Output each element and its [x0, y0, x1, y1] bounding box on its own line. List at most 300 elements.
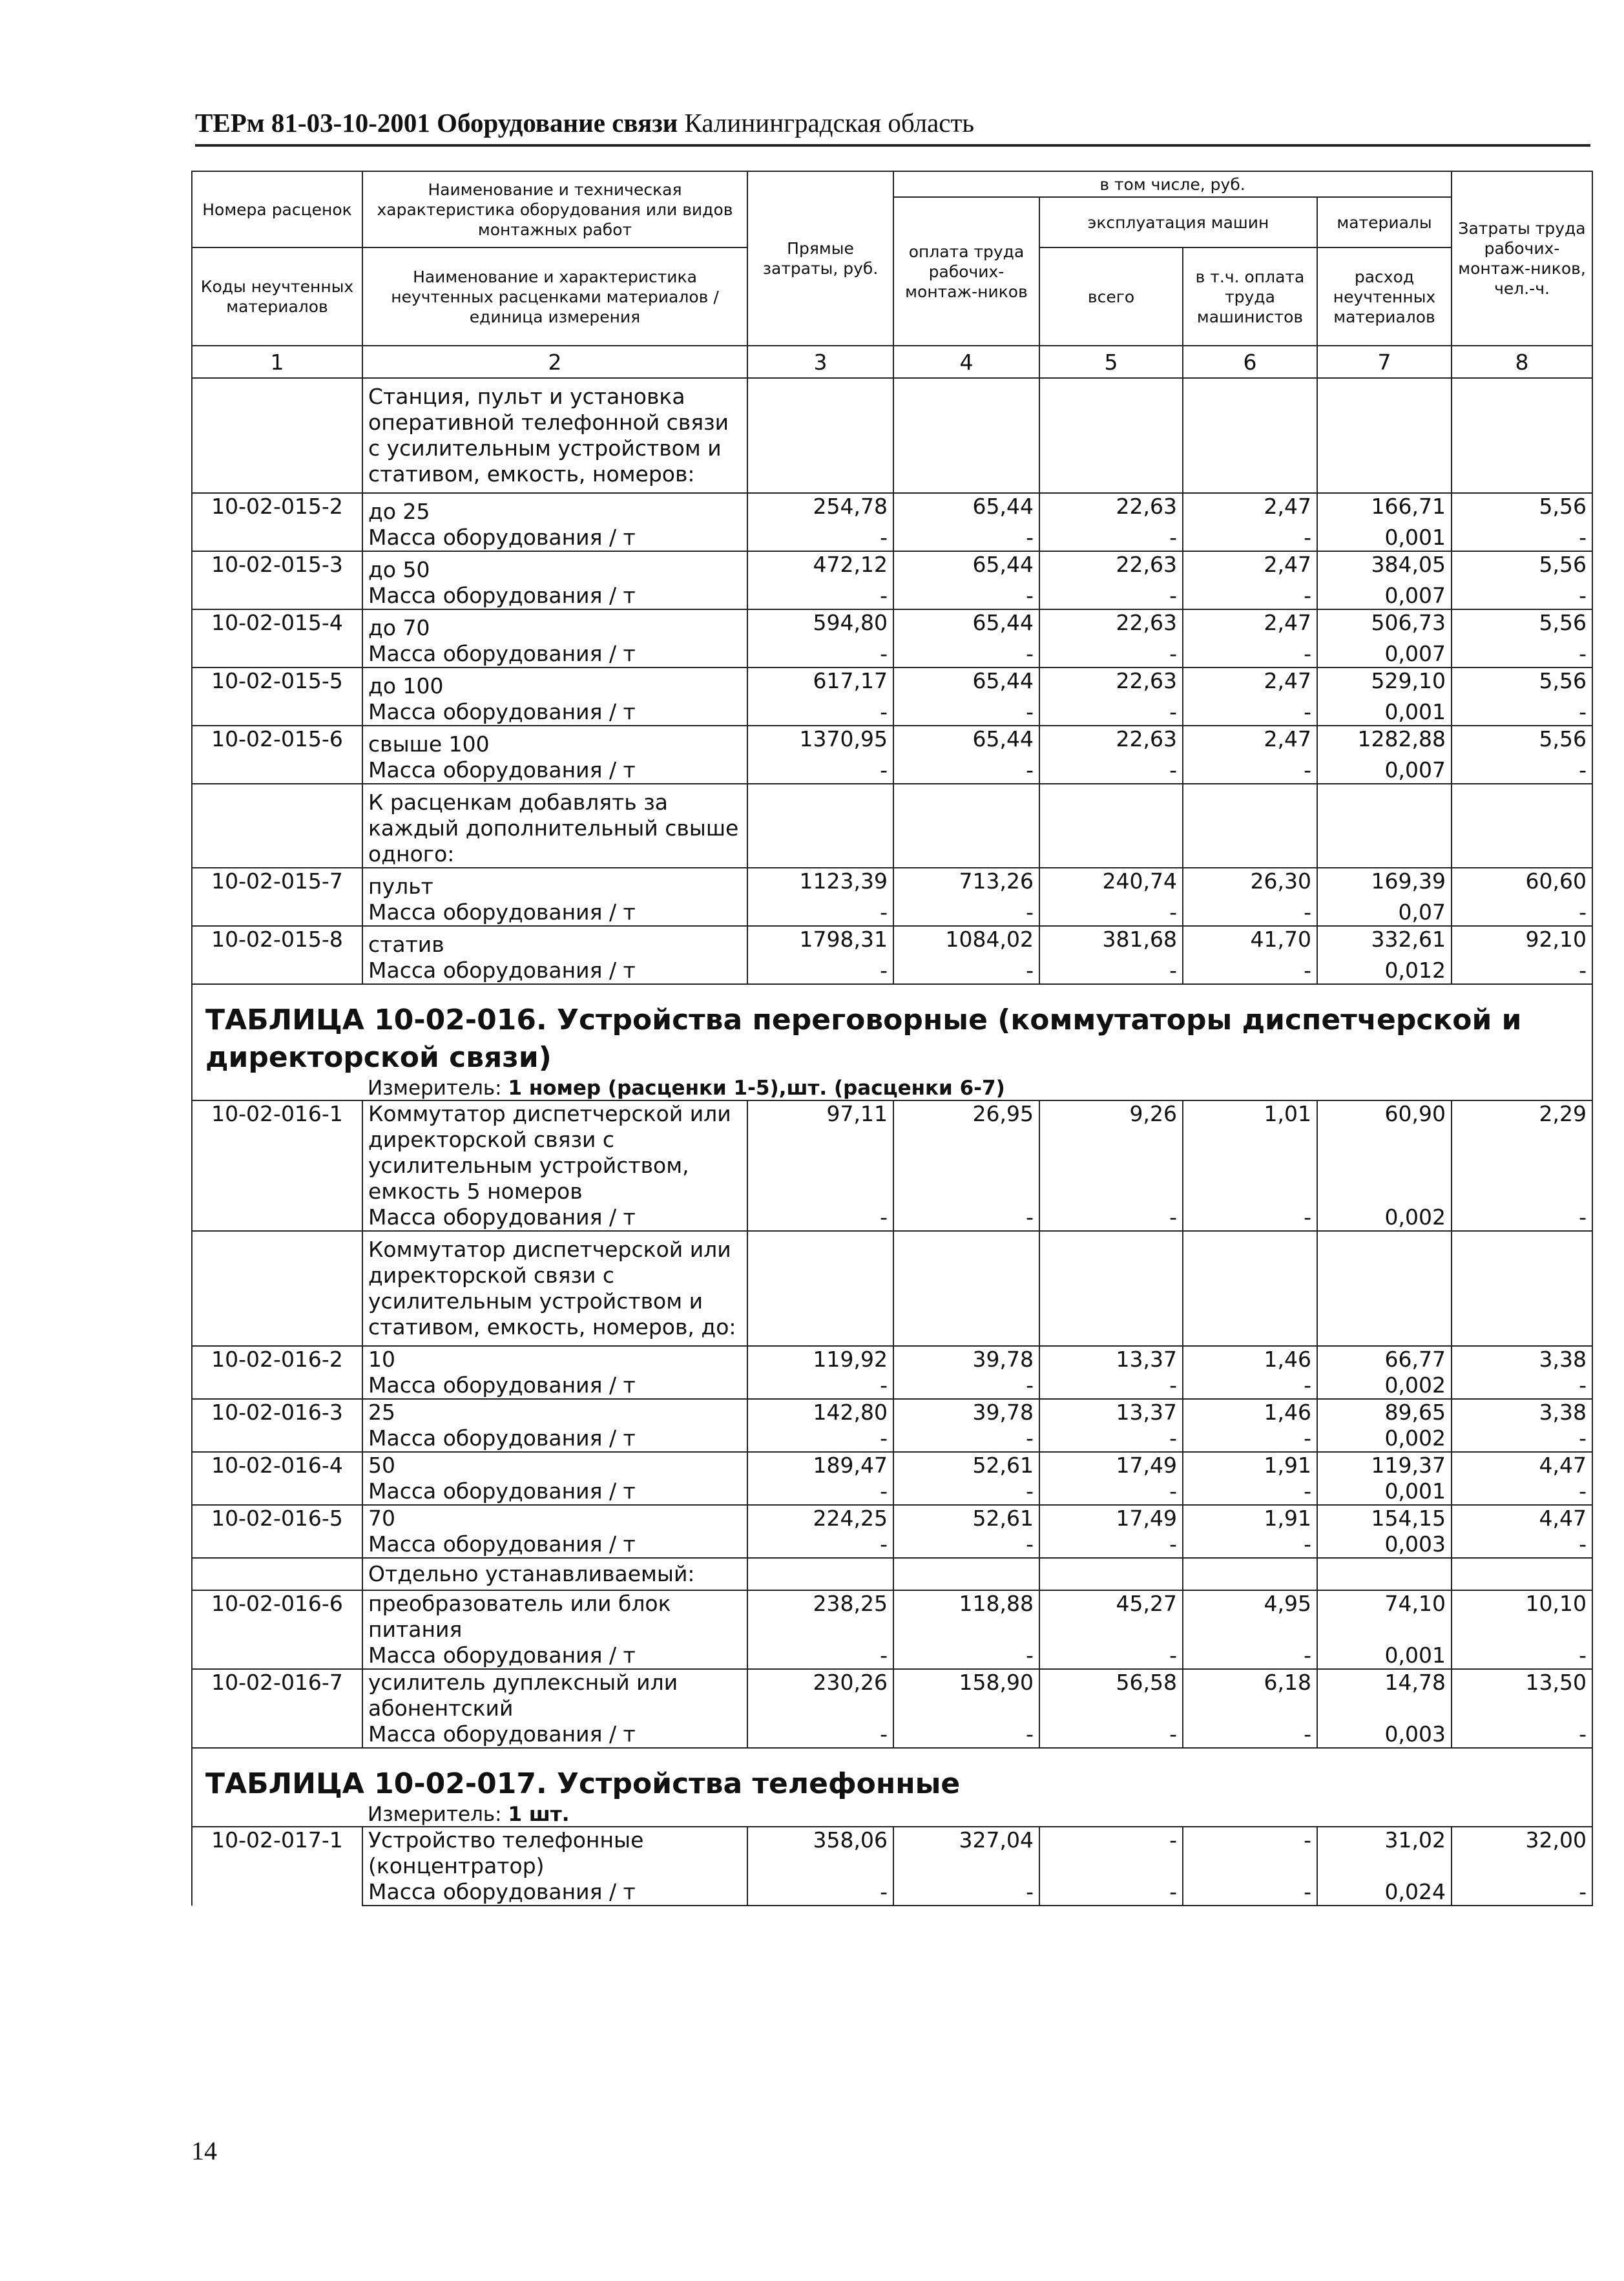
table-row	[192, 609, 1592, 641]
table-016-body	[192, 1100, 1592, 1748]
labor-pay: 52,61	[893, 1505, 1039, 1531]
mass-row	[192, 1721, 1592, 1748]
mass-value: -	[1039, 1879, 1183, 1906]
rate-name: усилитель дуплексный или абонентский	[362, 1669, 747, 1721]
mass-value: -	[893, 641, 1039, 667]
machines-total: 13,37	[1039, 1346, 1183, 1372]
mass-value: -	[747, 1643, 893, 1669]
labor-pay: 65,44	[893, 609, 1039, 641]
mass-value: -	[747, 1372, 893, 1399]
direct-cost: 1798,31	[747, 926, 893, 958]
table-row	[192, 493, 1592, 525]
mass-value: -	[893, 1478, 1039, 1505]
machines-total: 22,63	[1039, 726, 1183, 757]
rate-name: преобразователь или блок питания	[362, 1590, 747, 1643]
mass-value: -	[1452, 1425, 1592, 1452]
rate-code: 10-02-015-2	[192, 493, 362, 551]
header-code: ТЕРм 81-03-10-2001	[195, 108, 430, 138]
mass-value: 0,007	[1317, 583, 1452, 609]
mass-value: 0,001	[1317, 1643, 1452, 1669]
table-row	[192, 1827, 1592, 1879]
labor-hours: 60,60	[1452, 868, 1592, 899]
page-number: 14	[191, 2136, 217, 2165]
meter-label: Измеритель:	[368, 1077, 502, 1100]
labor-hours: 3,38	[1452, 1399, 1592, 1425]
mass-label: Масса оборудования / т	[362, 1372, 747, 1399]
mass-value: -	[1452, 1372, 1592, 1399]
rate-code: 10-02-016-3	[192, 1399, 362, 1452]
rate-code: 10-02-015-6	[192, 726, 362, 784]
labor-pay: 1084,02	[893, 926, 1039, 958]
labor-pay: 65,44	[893, 551, 1039, 583]
col-number: 6	[1183, 346, 1317, 378]
labor-pay: 26,95	[893, 1100, 1039, 1204]
table-row	[192, 868, 1592, 899]
direct-cost: 1123,39	[747, 868, 893, 899]
mass-label: Масса оборудования / т	[362, 1643, 747, 1669]
mass-row	[192, 1531, 1592, 1558]
mass-value: 0,001	[1317, 525, 1452, 551]
materials: 169,39	[1317, 868, 1452, 899]
mass-value: 0,001	[1317, 1478, 1452, 1505]
mass-value: 0,001	[1317, 699, 1452, 726]
col-number: 8	[1452, 346, 1592, 378]
group-title-row	[192, 784, 1592, 868]
direct-cost: 358,06	[747, 1827, 893, 1879]
mass-value: -	[893, 1372, 1039, 1399]
mass-value: -	[747, 641, 893, 667]
mass-value: -	[893, 1643, 1039, 1669]
mass-value: -	[1183, 1879, 1317, 1906]
mass-label: Масса оборудования / т	[362, 641, 747, 667]
rates-table	[191, 171, 1593, 1906]
machinists-pay: 1,46	[1183, 1346, 1317, 1372]
mass-label: Масса оборудования / т	[362, 1531, 747, 1558]
rate-code: 10-02-017-1	[192, 1827, 362, 1906]
table-row	[192, 1505, 1592, 1531]
table-row	[192, 1346, 1592, 1372]
machinists-pay: 26,30	[1183, 868, 1317, 899]
labor-hours: 2,29	[1452, 1100, 1592, 1204]
col-number: 4	[893, 346, 1039, 378]
mass-value: 0,007	[1317, 757, 1452, 784]
machinists-pay: 2,47	[1183, 493, 1317, 525]
mass-value: -	[747, 757, 893, 784]
table-row	[192, 1669, 1592, 1721]
labor-pay: 39,78	[893, 1346, 1039, 1372]
materials: 60,90	[1317, 1100, 1452, 1204]
machinists-pay: 2,47	[1183, 667, 1317, 699]
labor-hours: 5,56	[1452, 493, 1592, 525]
mass-value: -	[1183, 583, 1317, 609]
table-016-title: ТАБЛИЦА 10-02-016. Устройства переговорные (коммутаторы диспетчерской и директорской связи)	[192, 984, 1592, 1077]
header-bold-title: Оборудование связи	[437, 108, 678, 138]
mass-row	[192, 1879, 1592, 1906]
mass-value: -	[1183, 1643, 1317, 1669]
mass-row	[192, 1372, 1592, 1399]
machinists-pay: 1,46	[1183, 1399, 1317, 1425]
table-017-title-block	[192, 1748, 1592, 1803]
direct-cost: 189,47	[747, 1452, 893, 1478]
direct-cost: 594,80	[747, 609, 893, 641]
table-row	[192, 667, 1592, 699]
rate-name: 70	[362, 1505, 747, 1531]
machinists-pay: -	[1183, 1827, 1317, 1879]
labor-hours: 32,00	[1452, 1827, 1592, 1879]
col-number: 7	[1317, 346, 1452, 378]
labor-hours: 13,50	[1452, 1669, 1592, 1721]
machines-total: 22,63	[1039, 551, 1183, 583]
rate-name: пульт	[362, 868, 747, 899]
mass-row	[192, 1478, 1592, 1505]
mass-value: -	[1039, 1721, 1183, 1748]
direct-cost: 238,25	[747, 1590, 893, 1643]
materials: 529,10	[1317, 667, 1452, 699]
materials: 31,02	[1317, 1827, 1452, 1879]
machines-total: 22,63	[1039, 609, 1183, 641]
materials: 154,15	[1317, 1505, 1452, 1531]
mass-row	[192, 641, 1592, 667]
materials: 384,05	[1317, 551, 1452, 583]
table-016-meter-block	[192, 1077, 1592, 1100]
mass-value: -	[747, 1478, 893, 1505]
machines-total: 22,63	[1039, 667, 1183, 699]
labor-pay: 118,88	[893, 1590, 1039, 1643]
mass-value: -	[1452, 525, 1592, 551]
rate-code: 10-02-015-5	[192, 667, 362, 726]
mass-value: 0,002	[1317, 1425, 1452, 1452]
meter-label: Измеритель:	[368, 1803, 502, 1826]
machines-header: эксплуатация машин	[1039, 197, 1317, 247]
mass-value: -	[1183, 1531, 1317, 1558]
materials: 66,77	[1317, 1346, 1452, 1372]
mass-value: 0,002	[1317, 1372, 1452, 1399]
direct-cost: 142,80	[747, 1399, 893, 1425]
col1-header-bottom: Коды неучтенных материалов	[192, 247, 362, 346]
machines-total: 22,63	[1039, 493, 1183, 525]
mass-value: -	[747, 1531, 893, 1558]
table-row	[192, 726, 1592, 757]
meter-value: 1 шт.	[508, 1803, 570, 1826]
mass-value: 0,024	[1317, 1879, 1452, 1906]
rate-code: 10-02-015-8	[192, 926, 362, 984]
in-that-number-header: в том числе, руб.	[893, 171, 1452, 197]
labor-hours: 4,47	[1452, 1452, 1592, 1478]
labor-pay: 65,44	[893, 493, 1039, 525]
group-title: Отдельно устанавливаемый:	[362, 1558, 747, 1590]
table-row	[192, 1399, 1592, 1425]
machines-total: 240,74	[1039, 868, 1183, 899]
mass-value: -	[1183, 641, 1317, 667]
labor-hours: 4,47	[1452, 1505, 1592, 1531]
group-title-row	[192, 1558, 1592, 1590]
header-region: Калининградская область	[684, 108, 975, 138]
mass-value: -	[1039, 699, 1183, 726]
mass-value: -	[893, 525, 1039, 551]
mass-value: -	[747, 1721, 893, 1748]
rate-name: Устройство телефонные (концентратор)	[362, 1827, 747, 1879]
direct-cost: 230,26	[747, 1669, 893, 1721]
mass-row	[192, 1425, 1592, 1452]
group-title: К расценкам добавлять за каждый дополнительный свыше одного:	[362, 784, 747, 868]
mass-value: -	[747, 958, 893, 984]
mass-label: Масса оборудования / т	[362, 583, 747, 609]
mass-value: -	[1452, 958, 1592, 984]
mass-value: -	[1452, 1643, 1592, 1669]
mass-row	[192, 1204, 1592, 1231]
mass-value: -	[893, 1721, 1039, 1748]
mass-value: -	[747, 583, 893, 609]
labor-pay: 39,78	[893, 1399, 1039, 1425]
labor-hours: 92,10	[1452, 926, 1592, 958]
mass-value: 0,003	[1317, 1721, 1452, 1748]
rate-name: до 100	[362, 667, 747, 699]
mass-value: -	[1452, 699, 1592, 726]
table-body	[192, 378, 1592, 984]
col-number: 2	[362, 346, 747, 378]
machinists-pay: 1,91	[1183, 1452, 1317, 1478]
mass-value: -	[1039, 525, 1183, 551]
rate-code: 10-02-016-5	[192, 1505, 362, 1558]
labor-pay: 327,04	[893, 1827, 1039, 1879]
mass-row	[192, 899, 1592, 926]
rate-name: до 70	[362, 609, 747, 641]
direct-cost: 472,12	[747, 551, 893, 583]
header-rule	[195, 144, 1590, 147]
mass-value: 0,007	[1317, 641, 1452, 667]
labor-pay: 158,90	[893, 1669, 1039, 1721]
labor-hours: 5,56	[1452, 726, 1592, 757]
mass-value: -	[893, 583, 1039, 609]
machinists-pay: 4,95	[1183, 1590, 1317, 1643]
mass-value: -	[747, 699, 893, 726]
mass-value: -	[1039, 1643, 1183, 1669]
mass-row	[192, 699, 1592, 726]
mass-value: -	[747, 1879, 893, 1906]
mass-value: -	[1039, 1372, 1183, 1399]
rate-name: статив	[362, 926, 747, 958]
materials: 119,37	[1317, 1452, 1452, 1478]
mass-value: -	[1039, 757, 1183, 784]
direct-cost: 224,25	[747, 1505, 893, 1531]
group-title-row	[192, 378, 1592, 493]
mass-label: Масса оборудования / т	[362, 958, 747, 984]
rate-name: до 25	[362, 493, 747, 525]
mass-value: -	[1039, 1531, 1183, 1558]
group-title: Станция, пульт и установка оперативной телефонной связи с усилительным устройством и стативом, емкость, номеров:	[362, 378, 747, 493]
table-row	[192, 1452, 1592, 1478]
rate-name: до 50	[362, 551, 747, 583]
table-row	[192, 926, 1592, 958]
machinists-pay: 6,18	[1183, 1669, 1317, 1721]
mass-value: -	[1183, 899, 1317, 926]
col2-header-top: Наименование и техническая характеристика оборудования или видов монтажных работ	[362, 171, 747, 247]
mass-value: -	[893, 1425, 1039, 1452]
rate-code: 10-02-015-3	[192, 551, 362, 609]
mass-value: -	[1039, 958, 1183, 984]
direct-cost: 617,17	[747, 667, 893, 699]
column-numbers	[192, 346, 1592, 378]
mass-value: -	[747, 899, 893, 926]
machinists-pay: 1,01	[1183, 1100, 1317, 1204]
machinists-pay: 2,47	[1183, 551, 1317, 583]
rate-code: 10-02-016-7	[192, 1669, 362, 1748]
col8-header: Затраты труда рабочих-монтаж-ников, чел.-ч.	[1452, 171, 1592, 346]
machines-total: 17,49	[1039, 1505, 1183, 1531]
table-016-title-block	[192, 984, 1592, 1077]
rate-name: 50	[362, 1452, 747, 1478]
machinists-pay: 2,47	[1183, 609, 1317, 641]
mass-value: -	[1183, 699, 1317, 726]
mass-value: -	[747, 525, 893, 551]
col3-header: Прямые затраты, руб.	[747, 171, 893, 346]
rate-code: 10-02-015-4	[192, 609, 362, 667]
col-number: 3	[747, 346, 893, 378]
group-title: Коммутатор диспетчерской или директорской связи с усилительным устройством и стативом, емкость, номеров, до:	[362, 1231, 747, 1346]
mass-value: -	[1452, 1478, 1592, 1505]
mass-value: -	[1452, 583, 1592, 609]
materials: 1282,88	[1317, 726, 1452, 757]
rate-code: 10-02-015-7	[192, 868, 362, 926]
table-016-meter	[362, 1077, 1592, 1100]
mass-value: -	[1183, 1425, 1317, 1452]
mass-row	[192, 583, 1592, 609]
mass-value: -	[1183, 1204, 1317, 1231]
rate-name: свыше 100	[362, 726, 747, 757]
col-number: 1	[192, 346, 362, 378]
mass-value: -	[1452, 757, 1592, 784]
table-017-meter-block	[192, 1803, 1592, 1827]
materials: 506,73	[1317, 609, 1452, 641]
labor-pay: 65,44	[893, 726, 1039, 757]
direct-cost: 254,78	[747, 493, 893, 525]
mass-value: -	[1183, 1372, 1317, 1399]
machines-total: -	[1039, 1827, 1183, 1879]
mass-label: Масса оборудования / т	[362, 1721, 747, 1748]
mass-label: Масса оборудования / т	[362, 899, 747, 926]
machinists-pay: 41,70	[1183, 926, 1317, 958]
rate-code: 10-02-016-4	[192, 1452, 362, 1505]
rate-name: 10	[362, 1346, 747, 1372]
direct-cost: 97,11	[747, 1100, 893, 1204]
mass-value: 0,07	[1317, 899, 1452, 926]
table-row	[192, 1100, 1592, 1204]
mass-value: -	[1183, 1721, 1317, 1748]
machines-total: 381,68	[1039, 926, 1183, 958]
machines-total: 13,37	[1039, 1399, 1183, 1425]
mass-value: 0,002	[1317, 1204, 1452, 1231]
machines-total: 9,26	[1039, 1100, 1183, 1204]
mass-value: -	[1183, 1478, 1317, 1505]
mass-label: Масса оборудования / т	[362, 757, 747, 784]
mass-label: Масса оборудования / т	[362, 699, 747, 726]
machines-total: 45,27	[1039, 1590, 1183, 1643]
mass-value: -	[1039, 641, 1183, 667]
labor-pay: 713,26	[893, 868, 1039, 899]
mass-value: -	[1039, 1204, 1183, 1231]
col5-header: всего	[1039, 247, 1183, 346]
col4-header: оплата труда рабочих-монтаж-ников	[893, 197, 1039, 346]
mass-value: 0,003	[1317, 1531, 1452, 1558]
mass-value: -	[1452, 1204, 1592, 1231]
col1-header-top: Номера расценок	[192, 171, 362, 247]
table-row	[192, 1590, 1592, 1643]
labor-hours: 10,10	[1452, 1590, 1592, 1643]
mass-value: -	[893, 757, 1039, 784]
mass-value: -	[1039, 899, 1183, 926]
mass-value: -	[1452, 1879, 1592, 1906]
mass-value: -	[1452, 899, 1592, 926]
mass-value: -	[1452, 1721, 1592, 1748]
meter-value: 1 номер (расценки 1-5),шт. (расценки 6-7)	[508, 1077, 1005, 1100]
table-017-title: ТАБЛИЦА 10-02-017. Устройства телефонные	[192, 1748, 1592, 1803]
machines-total: 17,49	[1039, 1452, 1183, 1478]
mass-value: -	[1183, 958, 1317, 984]
mass-value: -	[1183, 525, 1317, 551]
mass-label: Масса оборудования / т	[362, 1478, 747, 1505]
mass-value: -	[1039, 1478, 1183, 1505]
labor-pay: 65,44	[893, 667, 1039, 699]
labor-pay: 52,61	[893, 1452, 1039, 1478]
table-017-meter	[362, 1803, 1592, 1827]
mass-row	[192, 958, 1592, 984]
rate-code: 10-02-016-2	[192, 1346, 362, 1399]
col7-header: расход неучтенных материалов	[1317, 247, 1452, 346]
labor-hours: 5,56	[1452, 667, 1592, 699]
mass-value: -	[1183, 757, 1317, 784]
labor-hours: 5,56	[1452, 551, 1592, 583]
mass-value: -	[893, 899, 1039, 926]
mass-row	[192, 757, 1592, 784]
mass-value: -	[1039, 583, 1183, 609]
materials-header: материалы	[1317, 197, 1452, 247]
mass-label: Масса оборудования / т	[362, 1879, 747, 1906]
rates-table-wrapper	[191, 171, 1592, 1906]
machines-total: 56,58	[1039, 1669, 1183, 1721]
mass-value: -	[893, 1531, 1039, 1558]
mass-value: -	[893, 1204, 1039, 1231]
labor-hours: 3,38	[1452, 1346, 1592, 1372]
materials: 74,10	[1317, 1590, 1452, 1643]
mass-row	[192, 525, 1592, 551]
mass-label: Масса оборудования / т	[362, 1425, 747, 1452]
materials: 332,61	[1317, 926, 1452, 958]
rate-name: 25	[362, 1399, 747, 1425]
rate-code: 10-02-016-1	[192, 1100, 362, 1231]
rate-name: Коммутатор диспетчерской или директорской связи с усилительным устройством, емкость 5 номеров	[362, 1100, 747, 1204]
col-number: 5	[1039, 346, 1183, 378]
mass-label: Масса оборудования / т	[362, 525, 747, 551]
table-017-body	[192, 1827, 1592, 1906]
group-title-row	[192, 1231, 1592, 1346]
materials: 89,65	[1317, 1399, 1452, 1425]
running-header	[195, 107, 1590, 145]
materials: 166,71	[1317, 493, 1452, 525]
col6-header: в т.ч. оплата труда машинистов	[1183, 247, 1317, 346]
mass-value: -	[1039, 1425, 1183, 1452]
mass-value: -	[1452, 1531, 1592, 1558]
table-row	[192, 551, 1592, 583]
direct-cost: 1370,95	[747, 726, 893, 757]
mass-label: Масса оборудования / т	[362, 1204, 747, 1231]
mass-value: -	[747, 1204, 893, 1231]
mass-value: 0,012	[1317, 958, 1452, 984]
direct-cost: 119,92	[747, 1346, 893, 1372]
machinists-pay: 1,91	[1183, 1505, 1317, 1531]
rate-code: 10-02-016-6	[192, 1590, 362, 1669]
mass-value: -	[747, 1425, 893, 1452]
col2-header-bottom: Наименование и характеристика неучтенных расценками материалов / единица измерения	[362, 247, 747, 346]
